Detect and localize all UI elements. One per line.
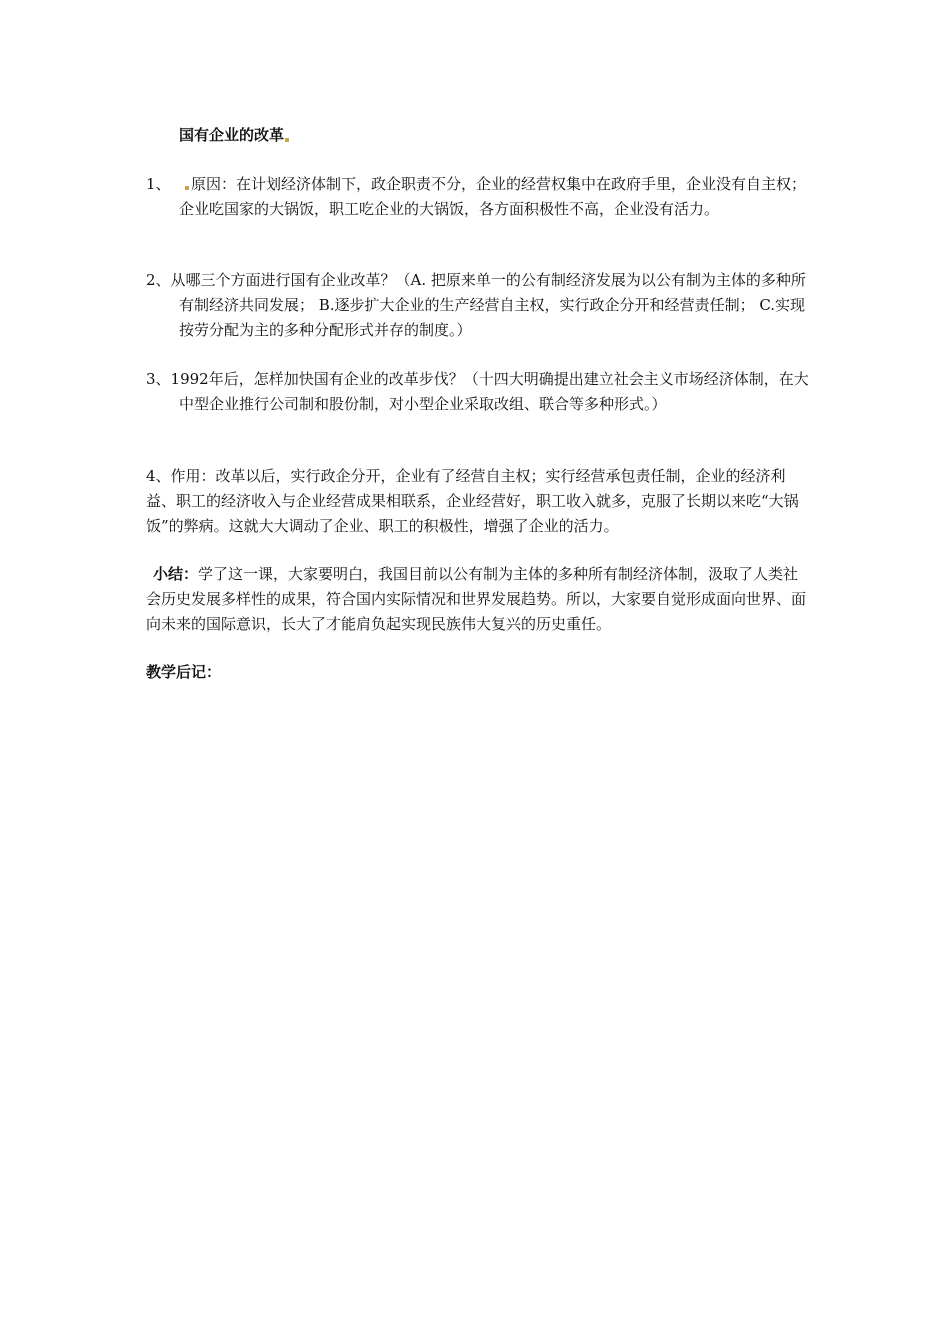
item-number: 3、 <box>146 370 171 388</box>
summary-label: 小结： <box>153 565 199 583</box>
title-text: 国有企业的改革 <box>179 126 285 144</box>
item-text: 1992年后，怎样加快国有企业的改革步伐？（十四大明确提出建立社会主义市场经济体制，在大中型企业推行公司制和股份制，对小型企业采取改组、联合等多种形式。） <box>170 370 809 413</box>
summary-paragraph <box>146 562 811 637</box>
item-number: 1、 <box>146 175 171 193</box>
item-text: 从哪三个方面进行国有企业改革？（A. 把原来单一的公有制经济发展为以公有制为主体的多种所有制经济共同发展； B.逐步扩大企业的生产经营自主权，实行政企分开和经营责任制； C.实现按劳分配为主的多种分配形式并存的制度。） <box>170 271 806 339</box>
notes-label: 教学后记： <box>146 663 222 681</box>
item-text: 原因：在计划经济体制下，政企职责不分，企业的经营权集中在政府手里，企业没有自主权；企业吃国家的大锅饭，职工吃企业的大锅饭，各方面积极性不高，企业没有活力。 <box>179 175 807 218</box>
item-number: 2、 <box>146 271 171 289</box>
list-item-4 <box>146 464 811 539</box>
document-title <box>179 124 289 146</box>
list-item-3 <box>146 367 811 417</box>
list-item-1 <box>146 172 811 222</box>
summary-text: 学了这一课，大家要明白，我国目前以公有制为主体的多种所有制经济体制，汲取了人类社会历史发展多样性的成果，符合国内实际情况和世界发展趋势。所以，大家要自觉形成面向世界、面向未来的国际意识，长大了才能肩负起实现民族伟大复兴的历史重任。 <box>146 565 807 633</box>
list-item-2 <box>146 268 811 343</box>
marker-dot-icon <box>285 138 289 142</box>
item-text: 作用：改革以后，实行政企分开，企业有了经营自主权；实行经营承包责任制，企业的经济利益、职工的经济收入与企业经营成果相联系，企业经营好，职工收入就多，克服了长期以来吃“大锅饭”的弊病。这就大大调动了企业、职工的积极性，增强了企业的活力。 <box>146 467 799 535</box>
marker-dot-icon <box>185 186 189 190</box>
item-number: 4、 <box>146 467 171 485</box>
